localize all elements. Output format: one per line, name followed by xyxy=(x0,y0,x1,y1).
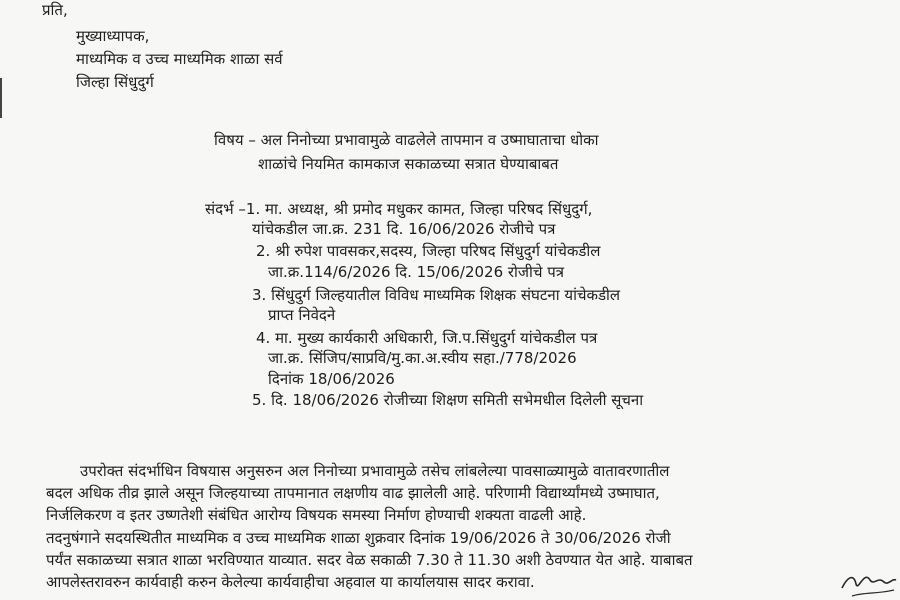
reference-1b: यांचेकडील जा.क्र. 231 दि. 16/06/2026 रोजीचे पत्र xyxy=(252,220,556,238)
body-para1-line3: निर्जलिकरण व इतर उष्णतेशी संबंधित आरोग्य विषयक समस्या निर्माण होण्याची शक्यता वाढली आहे. xyxy=(46,506,587,524)
body-para1-line1: उपरोक्त संदर्भाधिन विषयास अनुसरुन अल निनोच्या प्रभावामुळे तसेच लांबलेल्या पावसाळ्यामुळे वातावरणातील xyxy=(80,462,670,480)
body-para2-line2: पर्यंत सकाळच्या सत्रात शाळा भरविण्यात याव्यात. सदर वेळ सकाळी 7.30 ते 11.30 अशी ठेवण्यात येत आहे. याबाबत xyxy=(46,551,693,569)
subject-line-2: शाळांचे नियमित कामकाज सकाळच्या सत्रात घेण्याबाबत xyxy=(258,155,559,173)
address-line-1: मुख्याध्यापक, xyxy=(76,27,150,45)
signature-scribble xyxy=(838,566,898,600)
page-edge-mark xyxy=(0,78,8,118)
reference-3b: प्राप्त निवेदने xyxy=(268,306,336,324)
reference-4b: जा.क्र. सिंजिप/साप्रवि/मु.का.अ.स्वीय सहा./778/2026 xyxy=(268,349,577,367)
address-line-3: जिल्हा सिंधुदुर्ग xyxy=(76,73,154,91)
reference-5: 5. दि. 18/06/2026 रोजीच्या शिक्षण समिती सभेमधील दिलेली सूचना xyxy=(252,391,644,409)
body-para1-line2: बदल अधिक तीव्र झाले असून जिल्हयाच्या तापमानात लक्षणीय वाढ झालेली आहे. परिणामी विद्यार्थ्यांमध्ये उष्माघात, xyxy=(46,484,660,502)
reference-4c: दिनांक 18/06/2026 xyxy=(268,370,395,388)
reference-4a: 4. मा. मुख्य कार्यकारी अधिकारी, जि.प.सिंधुदुर्ग यांचेकडील पत्र xyxy=(256,329,598,347)
reference-1a: संदर्भ –1. मा. अध्यक्ष, श्री प्रमोद मधुकर कामत, जिल्हा परिषद सिंधुदुर्ग, xyxy=(205,200,593,218)
address-prati: प्रति, xyxy=(42,1,68,19)
address-line-2: माध्यमिक व उच्च माध्यमिक शाळा सर्व xyxy=(76,50,283,68)
reference-2b: जा.क्र.114/6/2026 दि. 15/06/2026 रोजीचे पत्र xyxy=(268,263,565,281)
reference-2a: 2. श्री रुपेश पावसकर,सदस्य, जिल्हा परिषद सिंधुदुर्ग यांचेकडील xyxy=(256,242,601,260)
subject-line-1: विषय – अल निनोच्या प्रभावामुळे वाढलेले तापमान व उष्माघाताचा धोका xyxy=(214,131,599,149)
reference-3a: 3. सिंधुदुर्ग जिल्हयातील विविध माध्यमिक शिक्षक संघटना यांचेकडील xyxy=(252,286,621,304)
body-para2-line3: आपलेस्तरावरुन कार्यवाही करुन केलेल्या कार्यवाहीचा अहवाल या कार्यालयास सादर करावा. xyxy=(46,573,535,591)
body-para2-line1: तदनुषंगाने सदयस्थितीत माध्यमिक व उच्च माध्यमिक शाळा शुक्रवार दिनांक 19/06/2026 ते 30/06/2026 रोजी xyxy=(46,529,671,547)
